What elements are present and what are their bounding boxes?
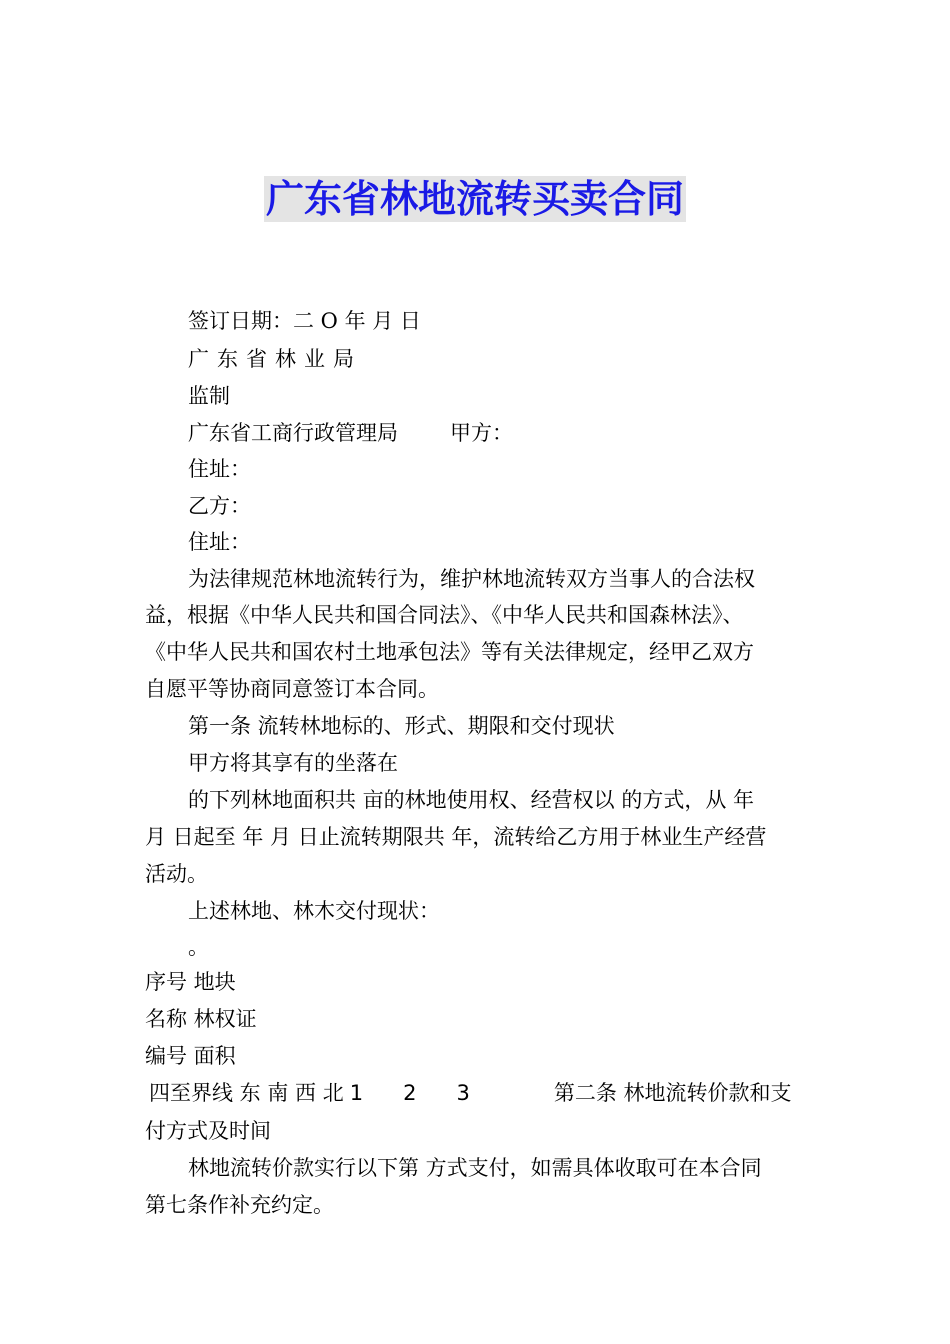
article-1-text: 的下列林地面积共 亩的林地使用权、经营权以 的方式，从 年 bbox=[188, 788, 755, 812]
party-a-label: 甲方： bbox=[450, 421, 513, 445]
issuer-line bbox=[188, 420, 513, 446]
delivery-status: 上述林地、林木交付现状： bbox=[188, 899, 440, 923]
supervise-label: 监制 bbox=[188, 384, 230, 408]
article-1-text: 活动。 bbox=[145, 862, 208, 886]
party-a-address: 住址： bbox=[188, 457, 251, 481]
table-number: 3 bbox=[456, 1081, 470, 1105]
preamble-line: 自愿平等协商同意签订本合同。 bbox=[145, 677, 439, 701]
table-header-line: 编号 面积 bbox=[145, 1044, 236, 1068]
party-b-label: 乙方： bbox=[188, 494, 251, 518]
article-2-heading: 第二条 林地流转价款和支 bbox=[553, 1081, 792, 1105]
table-header-line: 名称 林权证 bbox=[145, 1007, 257, 1031]
table-header-line: 序号 地块 bbox=[145, 970, 236, 994]
article-2-heading-cont: 付方式及时间 bbox=[145, 1119, 271, 1143]
article-2-text: 第七条作补充约定。 bbox=[145, 1193, 334, 1217]
issuer-commerce-bureau: 广东省工商行政管理局 bbox=[188, 421, 398, 445]
preamble-line: 《中华人民共和国农村土地承包法》等有关法律规定，经甲乙双方 bbox=[145, 640, 754, 664]
delivery-status-end: 。 bbox=[188, 935, 209, 959]
bounds-label: 四至界线 东 南 西 北 bbox=[149, 1081, 344, 1105]
issuer-forestry-bureau: 广东省林业局 bbox=[188, 347, 362, 371]
article-1-heading: 第一条 流转林地标的、形式、期限和交付现状 bbox=[188, 714, 615, 738]
document-title: 广东省林地流转买卖合同 bbox=[265, 177, 684, 221]
bounds-line bbox=[149, 1080, 792, 1106]
article-1-text: 甲方将其享有的坐落在 bbox=[188, 751, 398, 775]
sign-date: 签订日期：二 O 年 月 日 bbox=[188, 309, 421, 333]
table-number: 2 bbox=[403, 1081, 417, 1105]
table-number: 1 bbox=[349, 1081, 364, 1105]
party-b-address: 住址： bbox=[188, 530, 251, 554]
article-1-text: 月 日起至 年 月 日止流转期限共 年，流转给乙方用于林业生产经营 bbox=[145, 825, 767, 849]
preamble-line: 为法律规范林地流转行为，维护林地流转双方当事人的合法权 bbox=[188, 567, 755, 591]
article-2-text: 林地流转价款实行以下第 方式支付，如需具体收取可在本合同 bbox=[188, 1156, 762, 1180]
preamble-line: 益，根据《中华人民共和国合同法》、《中华人民共和国森林法》、 bbox=[145, 603, 744, 627]
